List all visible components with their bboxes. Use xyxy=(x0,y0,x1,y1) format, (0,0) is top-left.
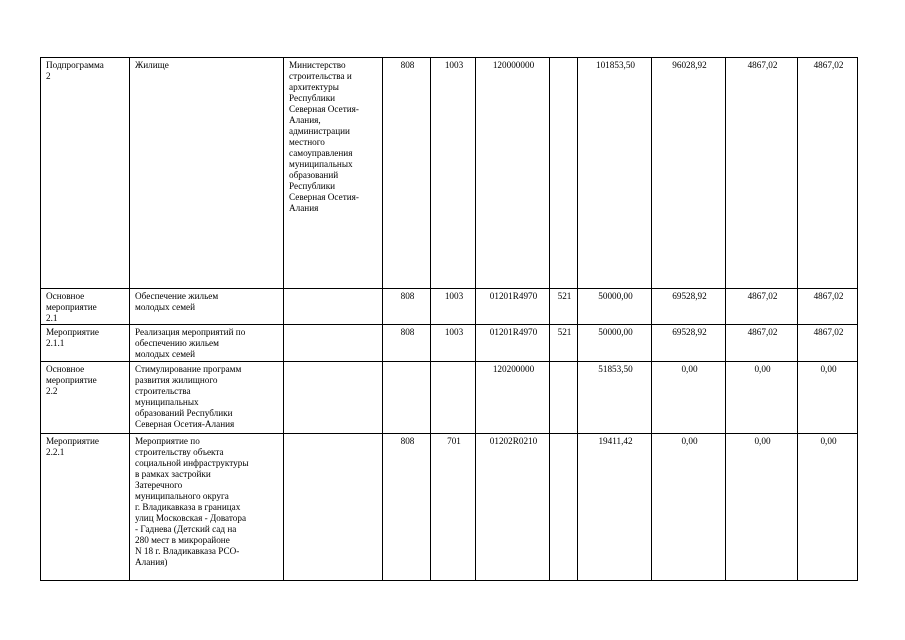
row-sum2-cell: 96028,92 xyxy=(652,58,726,289)
row-sum4-cell: 0,00 xyxy=(798,362,858,434)
table-row xyxy=(41,362,858,434)
row-name-cell: Реализация мероприятий по обеспечению жильем молодых семей xyxy=(130,325,284,362)
row-label-cell: Мероприятие 2.2.1 xyxy=(41,434,130,581)
row-executor-cell xyxy=(284,434,383,581)
budget-table xyxy=(40,57,858,581)
row-name-cell: Стимулирование программ развития жилищного строительства муниципальных образований Республики Северная Осетия-Алания xyxy=(130,362,284,434)
row-rzpr-cell: 1003 xyxy=(431,325,476,362)
row-vr-cell xyxy=(550,434,578,581)
row-vr-cell: 521 xyxy=(550,289,578,325)
row-sum1-cell: 19411,42 xyxy=(578,434,652,581)
row-sum3-cell: 4867,02 xyxy=(726,58,798,289)
row-sum1-cell: 101853,50 xyxy=(578,58,652,289)
table-row xyxy=(41,325,858,362)
row-sum3-cell: 0,00 xyxy=(726,362,798,434)
row-csr-cell: 120000000 xyxy=(476,58,550,289)
row-rzpr-cell xyxy=(431,362,476,434)
row-name-cell: Обеспечение жильем молодых семей xyxy=(130,289,284,325)
row-executor-cell: Министерство строительства и архитектуры Республики Северная Осетия- Алания, администрации местного самоуправления муниципальных образований Республики Северная Осетия- Алания xyxy=(284,58,383,289)
row-grbs-cell xyxy=(383,362,431,434)
row-sum3-cell: 4867,02 xyxy=(726,325,798,362)
row-csr-cell: 120200000 xyxy=(476,362,550,434)
row-vr-cell: 521 xyxy=(550,325,578,362)
row-label-cell: Подпрограмма 2 xyxy=(41,58,130,289)
table-row xyxy=(41,58,858,289)
row-sum1-cell: 50000,00 xyxy=(578,289,652,325)
row-rzpr-cell: 1003 xyxy=(431,58,476,289)
row-rzpr-cell: 701 xyxy=(431,434,476,581)
row-csr-cell: 01201R4970 xyxy=(476,325,550,362)
row-sum3-cell: 0,00 xyxy=(726,434,798,581)
row-grbs-cell: 808 xyxy=(383,325,431,362)
row-label-cell: Основное мероприятие 2.2 xyxy=(41,362,130,434)
row-grbs-cell: 808 xyxy=(383,58,431,289)
row-sum2-cell: 0,00 xyxy=(652,434,726,581)
row-sum1-cell: 50000,00 xyxy=(578,325,652,362)
row-sum3-cell: 4867,02 xyxy=(726,289,798,325)
row-sum2-cell: 69528,92 xyxy=(652,289,726,325)
row-name-cell: Жилище xyxy=(130,58,284,289)
row-vr-cell xyxy=(550,58,578,289)
row-executor-cell xyxy=(284,289,383,325)
row-sum4-cell: 4867,02 xyxy=(798,289,858,325)
row-grbs-cell: 808 xyxy=(383,434,431,581)
row-label-cell: Основное мероприятие 2.1 xyxy=(41,289,130,325)
row-sum2-cell: 0,00 xyxy=(652,362,726,434)
row-csr-cell: 01201R4970 xyxy=(476,289,550,325)
row-sum4-cell: 4867,02 xyxy=(798,325,858,362)
table-row xyxy=(41,289,858,325)
row-executor-cell xyxy=(284,325,383,362)
row-sum1-cell: 51853,50 xyxy=(578,362,652,434)
row-sum2-cell: 69528,92 xyxy=(652,325,726,362)
row-sum4-cell: 0,00 xyxy=(798,434,858,581)
table-row xyxy=(41,434,858,581)
row-csr-cell: 01202R0210 xyxy=(476,434,550,581)
row-executor-cell xyxy=(284,362,383,434)
row-label-cell: Мероприятие 2.1.1 xyxy=(41,325,130,362)
row-name-cell: Мероприятие по строительству объекта социальной инфраструктуры в рамках застройки Затеречного муниципального округа г. Владикавказа в границах улиц Московская - Доватора - Гаднева (Детский сад на 280 мест в микрорайоне N 18 г. Владикавказа РСО- Алания) xyxy=(130,434,284,581)
row-rzpr-cell: 1003 xyxy=(431,289,476,325)
row-grbs-cell: 808 xyxy=(383,289,431,325)
row-sum4-cell: 4867,02 xyxy=(798,58,858,289)
row-vr-cell xyxy=(550,362,578,434)
